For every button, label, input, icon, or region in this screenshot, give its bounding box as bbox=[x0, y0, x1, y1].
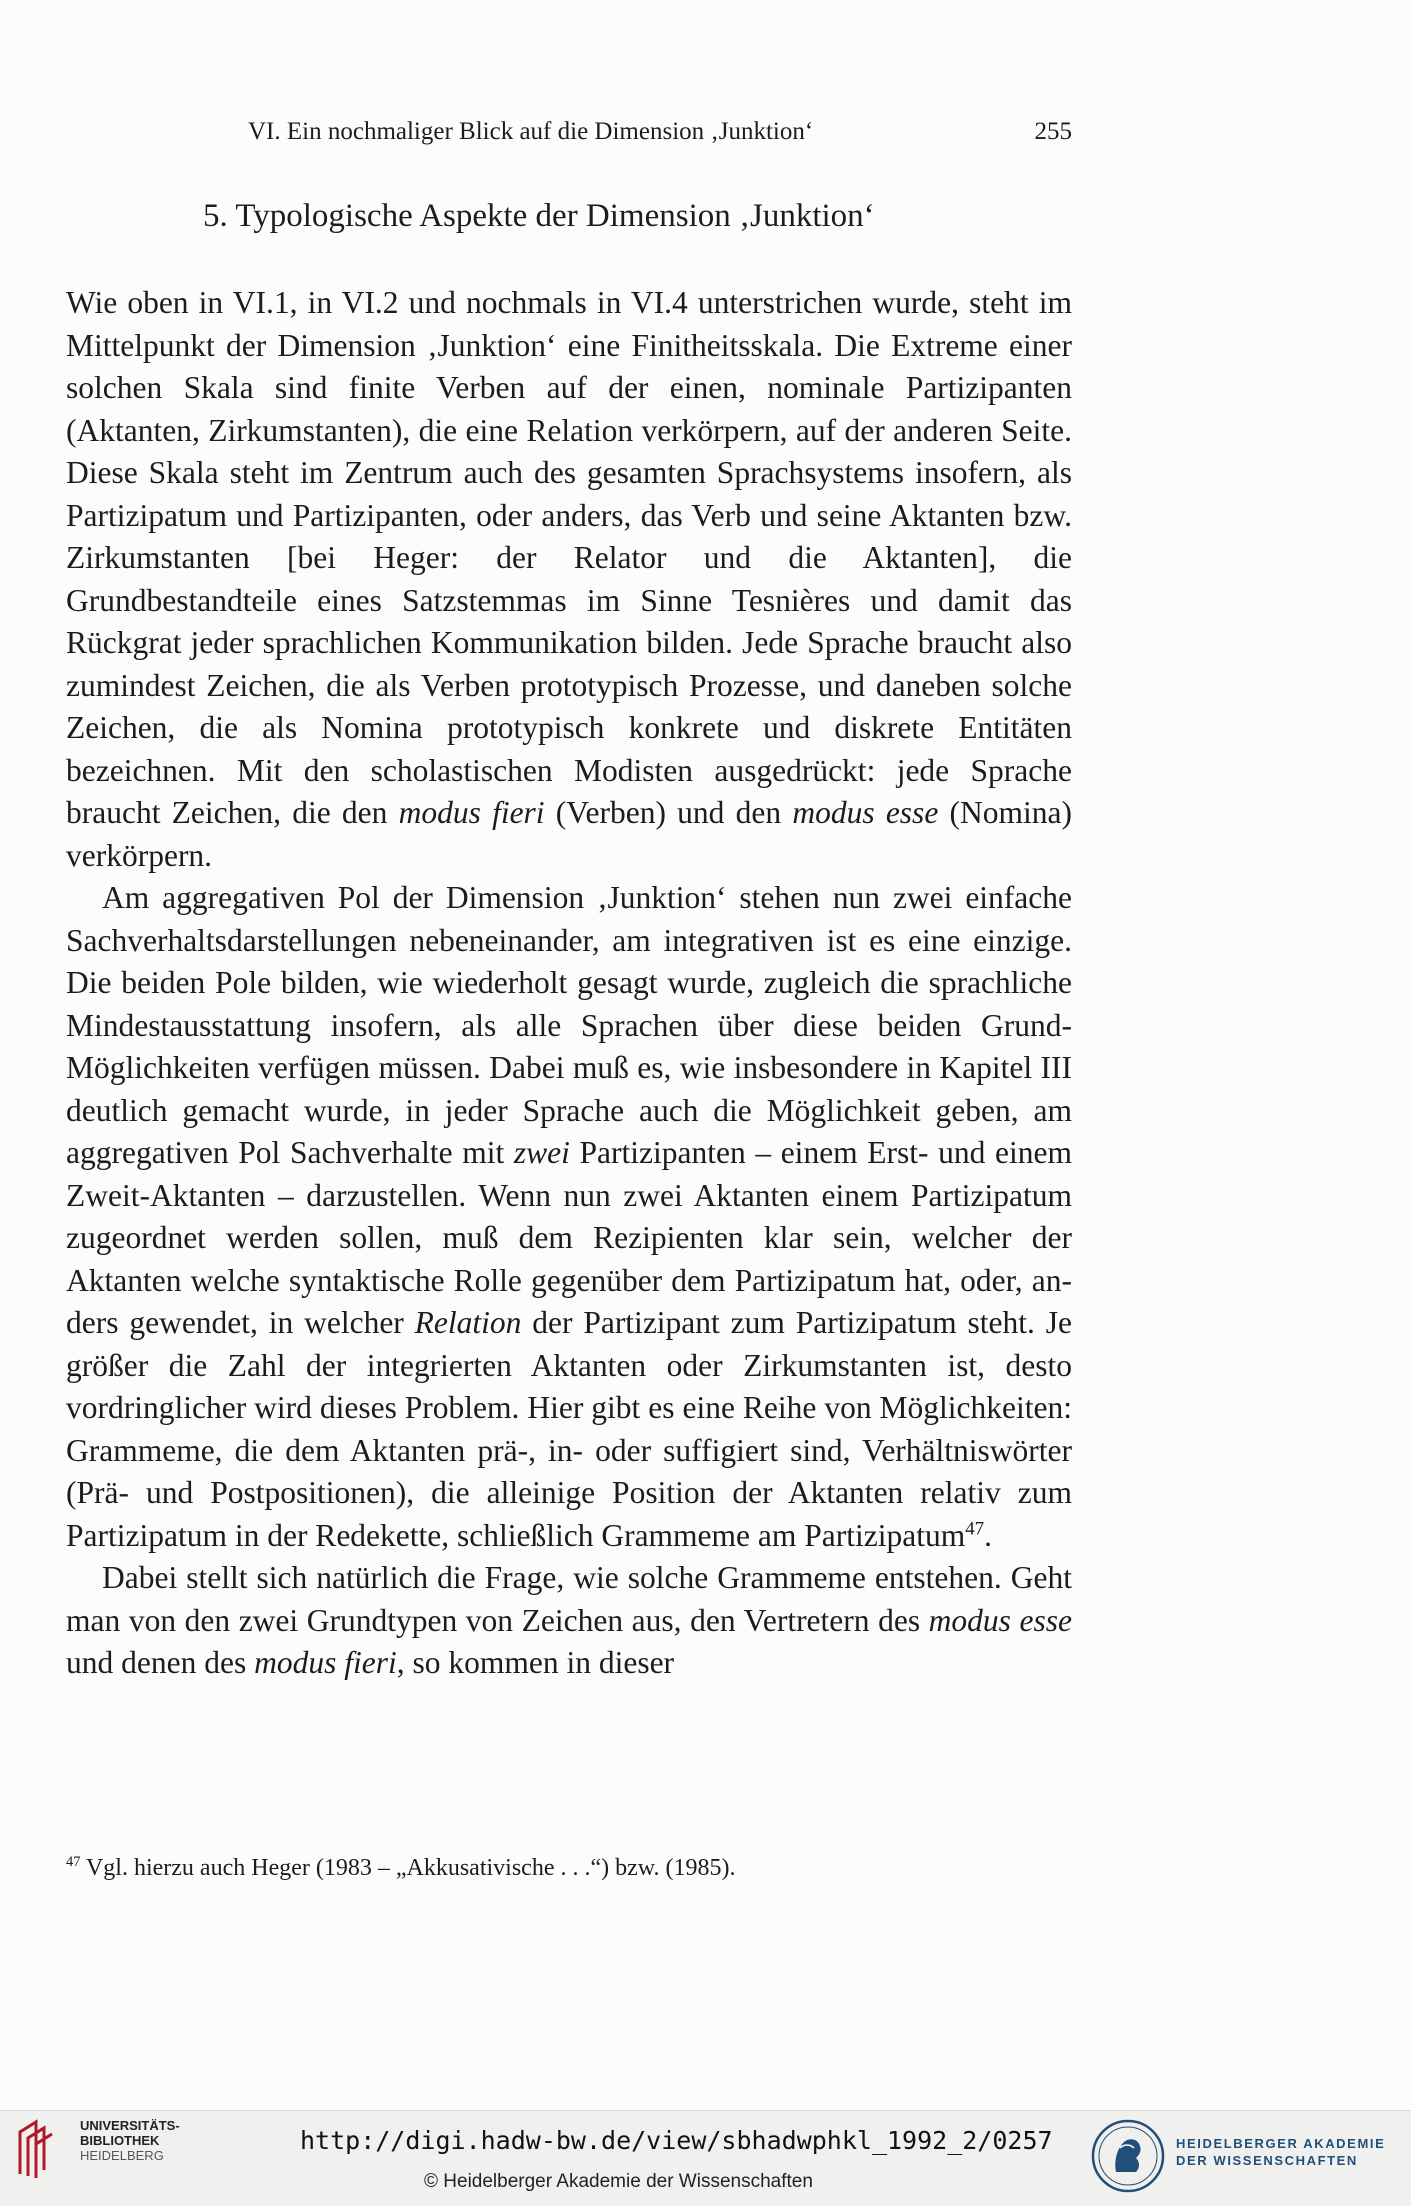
text-run: der Partizipant zum Partizipatum steht. Je größer die Zahl der integrierten Aktanten oder Zirkumstanten ist, desto vordringlicher wird dieses Problem. Hier gibt es eine Reihe von Möglichkeiten: Grammeme, die dem Aktanten prä-, in- oder suffigiert sind, Verhältniswörter (Prä- und Postpositionen), die alleinige Position der Aktanten relativ zum Partizipatum in der Redekette, schließlich Grammeme am Partizipatum bbox=[66, 1305, 1073, 1553]
running-head bbox=[248, 118, 1072, 146]
text-run: Partizipanten – einem Erst- und einem Zweit-Aktanten – darzustellen. Wenn nun zwei Aktanten einem Partizipatum zugeordnet werden sollen, muß dem Rezipienten klar sein, welcher der Aktanten welche syntaktische Rolle gegenüber dem Partizipatum hat, oder, anders gewendet, in welcher bbox=[66, 1135, 1072, 1340]
text-run: (Verben) und den bbox=[544, 795, 793, 830]
permalink-url[interactable]: http://digi.hadw-bw.de/view/sbhadwphkl_1992_2/0257 bbox=[300, 2126, 1053, 2155]
running-title: VI. Ein nochmaliger Blick auf die Dimension ‚Junktion‘ bbox=[248, 118, 814, 145]
university-library-logo-icon bbox=[14, 2118, 66, 2180]
text-run: Dabei stellt sich natürlich die Frage, wie solche Grammeme entstehen. Geht man von den zwei Grundtypen von Zeichen aus, den Vertretern des bbox=[66, 1560, 1072, 1638]
paragraph bbox=[66, 282, 1072, 877]
text-run: . bbox=[984, 1517, 992, 1553]
text-run: (Nomina) verkörpern. bbox=[66, 795, 1072, 873]
text-run: und denen des bbox=[66, 1645, 255, 1680]
university-library-name: UNIVERSITÄTS- BIBLIOTHEK HEIDELBERG bbox=[80, 2118, 180, 2163]
italic-term: modus fieri bbox=[398, 795, 545, 830]
text-run: Wie oben in VI.1, in VI.2 und nochmals in VI.4 unterstrichen wurde, steht im Mittelpunkt der Dimension ‚Junktion‘ eine Finitheitsskala. Die Extreme einer solchen Skala sind finite Verben auf der einen, nominale Partizipanten (Aktanten, Zirkumstanten), die eine Relation verkörpern, auf der anderen Seite. Diese Skala steht im Zentrum auch des gesamten Sprachsystems insofern, als Partizipatum und Partizipanten, oder anders, das Verb und seine Aktanten bzw. Zirkumstanten [bei Heger: der Relator und die Aktanten], die Grundbestandteile eines Satzstemmas im Sinne Tesnières und damit das Rückgrat jeder sprachlichen Kommunikation bilden. Jede Sprache braucht also zumindest Zeichen, die als Verben prototypisch Prozesse, und daneben solche Zeichen, die als Nomina prototypisch konkrete und diskrete Entitäten bezeichnen. Mit den scholastischen Modisten ausgedrückt: jede Sprache braucht Zeichen, die den bbox=[66, 285, 1072, 830]
text-run: Am aggregativen Pol der Dimension ‚Junktion‘ stehen nun zwei einfache Sachverhaltsdarstellungen nebeneinander, am integrativen ist es eine einzige. Die beiden Pole bilden, wie wiederholt gesagt wurde, zugleich die sprachliche Mindestausstattung insofern, als alle Sprachen über diese beiden Grund-Möglichkeiten verfügen müssen. Dabei muß es, wie insbesondere in Kapitel III deutlich gemacht wurde, in jeder Sprache auch die Möglichkeit geben, am aggregativen Pol Sachverhalte mit bbox=[66, 880, 1072, 1170]
body-text bbox=[66, 282, 1072, 1685]
italic-term: modus esse bbox=[792, 795, 939, 830]
italic-term: modus fieri bbox=[254, 1645, 397, 1680]
italic-term: zwei bbox=[513, 1135, 570, 1170]
footnote bbox=[66, 1855, 1072, 1882]
italic-term: Relation bbox=[414, 1305, 522, 1340]
academy-name: HEIDELBERGER AKADEMIE DER WISSENSCHAFTEN bbox=[1176, 2136, 1386, 2168]
footnote-number: 47 bbox=[66, 1854, 81, 1870]
paragraph bbox=[66, 1557, 1072, 1685]
footnote-text: Vgl. hierzu auch Heger (1983 – „Akkusativische . . .“) bzw. (1985). bbox=[85, 1855, 736, 1881]
section-heading: 5. Typologische Aspekte der Dimension ‚Junktion‘ bbox=[203, 198, 875, 234]
footnote-reference: 47 bbox=[965, 1518, 985, 1539]
page-number: 255 bbox=[1034, 118, 1072, 145]
copyright-notice: © Heidelberger Akademie der Wissenschaften bbox=[424, 2171, 813, 2192]
italic-term: modus esse bbox=[928, 1602, 1072, 1638]
text-run: , so kommen in dieser bbox=[396, 1645, 675, 1680]
academy-seal-icon bbox=[1090, 2118, 1166, 2194]
paragraph bbox=[66, 877, 1072, 1557]
